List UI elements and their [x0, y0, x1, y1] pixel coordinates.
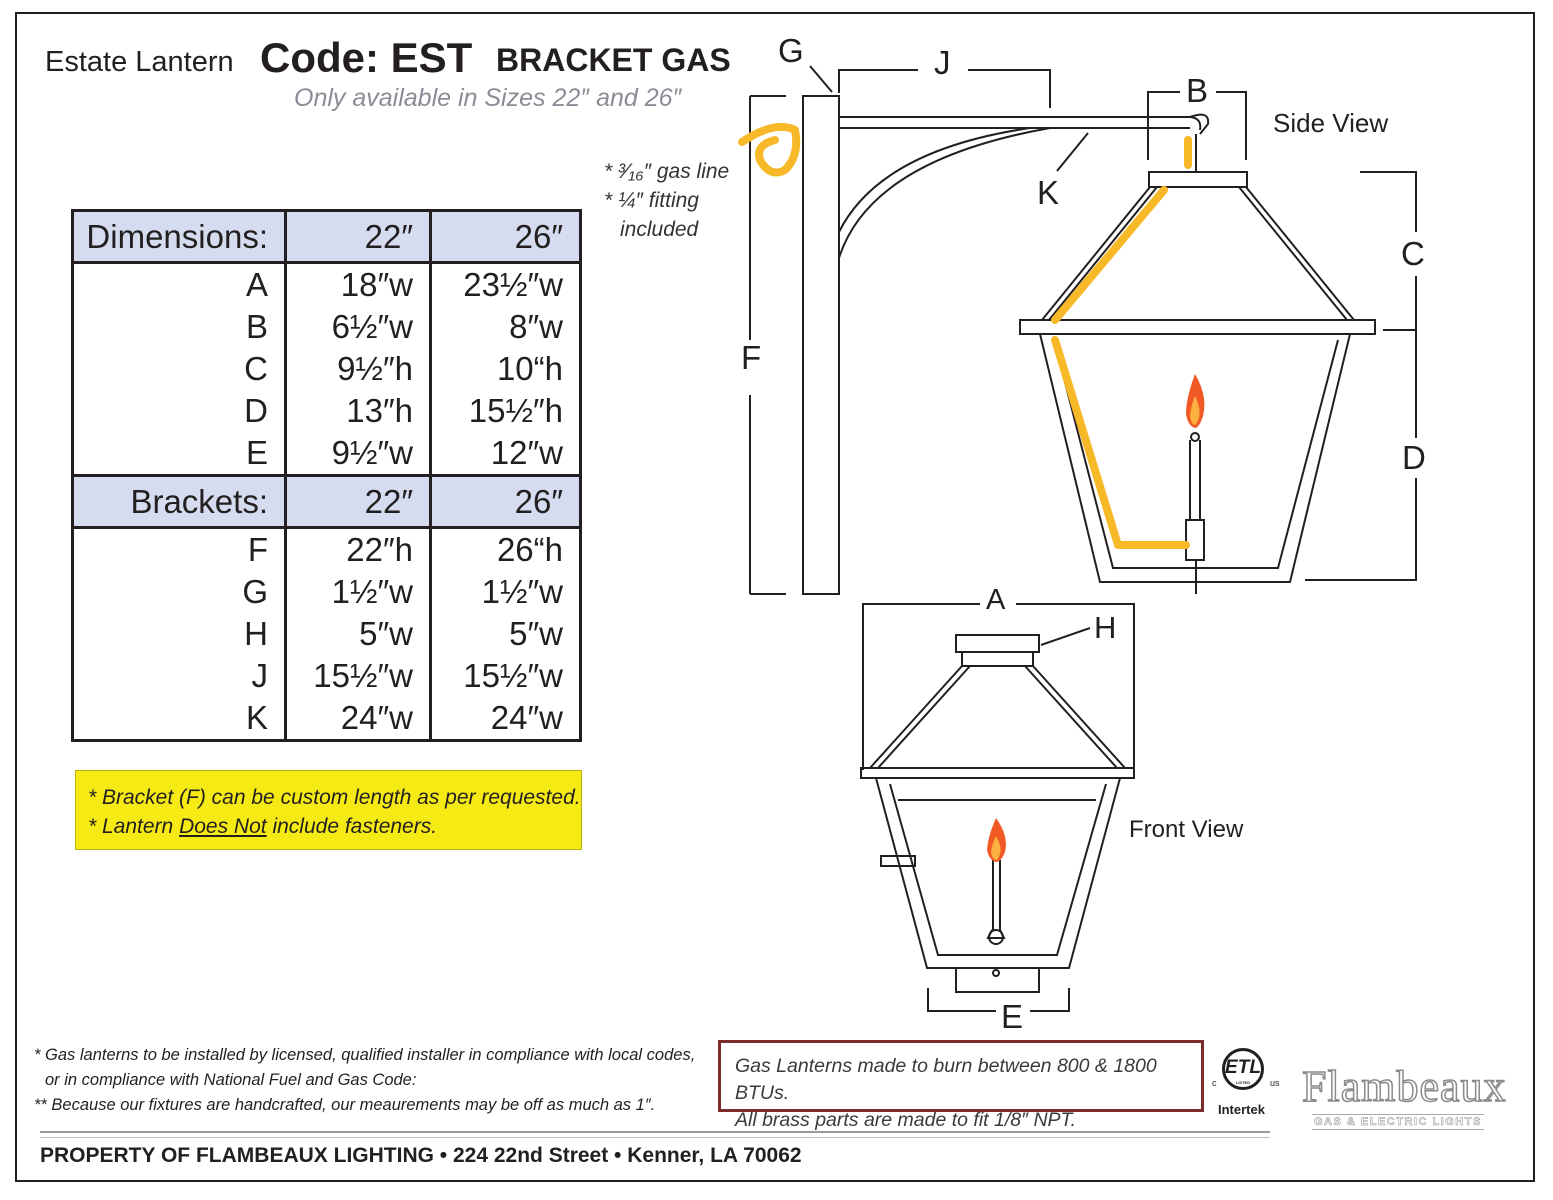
row-key: K: [73, 697, 286, 741]
row-value-26: 15½″h: [468, 392, 563, 429]
btu-note: Gas Lanterns made to burn between 800 & 1800 BTUs.: [735, 1055, 1157, 1104]
lantern-roof: [1042, 187, 1354, 320]
label-b: B: [1186, 72, 1209, 109]
installation-notes: [34, 1043, 695, 1118]
etl-mark-text: ETL: [1225, 1057, 1261, 1078]
label-c: C: [1401, 235, 1425, 272]
brackets-col-26: 26″: [431, 476, 581, 528]
row-value-22: 15½″w: [286, 655, 431, 697]
btu-box: [718, 1040, 1204, 1131]
gas-fitting-size: * ¼″ fitting: [604, 189, 699, 212]
front-view-drawing: [861, 604, 1134, 1011]
front-valve: [993, 970, 999, 976]
bracket-brace: [839, 128, 1050, 258]
etl-circle: [1222, 1048, 1264, 1090]
etl-c: c: [1212, 1078, 1217, 1088]
front-burner: [988, 860, 1004, 938]
row-value-26: 23½″w: [463, 266, 563, 303]
side-view-label: Side View: [1273, 108, 1389, 138]
row-key: B: [73, 306, 286, 348]
row-value-26: 24″w: [490, 699, 563, 736]
dimensions-col-26: 26″: [431, 211, 581, 263]
row-value-26: 12″w: [490, 434, 563, 471]
bracket-note: * Bracket (F) can be custom length as per requested.: [88, 786, 581, 809]
dimensions-title: Dimensions:: [73, 211, 286, 263]
intertek-label: Intertek: [1218, 1102, 1265, 1117]
row-key: J: [73, 655, 286, 697]
install-note: * Gas lanterns to be installed by licensed, qualified installer in compliance with local codes,: [34, 1046, 696, 1064]
gas-fitting-included: included: [620, 218, 699, 241]
row-value-26: 10“h: [496, 350, 563, 387]
gas-line-size: * ³⁄₁₆″ gas line: [604, 160, 730, 183]
brand-name: Flambeaux: [1302, 1062, 1507, 1111]
burner-post: [1186, 440, 1204, 594]
side-flame-icon: [1186, 374, 1204, 428]
product-code: Code: EST: [260, 34, 473, 81]
row-value-22: 5″w: [286, 613, 431, 655]
front-cap: [956, 635, 1039, 652]
row-value-26: 1½″w: [481, 573, 563, 610]
front-body: [876, 778, 1120, 968]
brackets-col-22: 22″: [286, 476, 431, 528]
row-key: G: [73, 571, 286, 613]
lantern-body: [1040, 334, 1350, 582]
front-eave: [861, 768, 1134, 778]
dimensions-col-22: 22″: [286, 211, 431, 263]
dim-cd-lines: [1305, 172, 1416, 580]
lantern-eave: [1020, 320, 1375, 334]
row-value-22: 18″w: [286, 263, 431, 307]
row-value-26: 8″w: [509, 308, 563, 345]
front-cap-base: [962, 652, 1033, 666]
label-e: E: [1001, 998, 1024, 1035]
burner-tip: [1191, 433, 1199, 441]
row-value-22: 9½″h: [286, 348, 431, 390]
row-value-22: 1½″w: [286, 571, 431, 613]
etl-listed-mark: [1212, 1044, 1282, 1122]
gas-line: [742, 127, 1188, 545]
footer-rule: [40, 1131, 1270, 1138]
etl-us: us: [1270, 1078, 1280, 1088]
dim-k-pointer: [1057, 133, 1088, 171]
property-line: PROPERTY OF FLAMBEAUX LIGHTING • 224 22nd Street • Kenner, LA 70062: [40, 1144, 802, 1167]
brackets-title: Brackets:: [73, 476, 286, 528]
row-value-26: 5″w: [509, 615, 563, 652]
row-value-26: 26“h: [496, 531, 563, 568]
bracket-arm: [839, 117, 1200, 130]
row-key: D: [73, 390, 286, 432]
label-d: D: [1402, 439, 1426, 476]
flambeaux-logo: [1302, 1062, 1512, 1138]
row-value-22: 24″w: [286, 697, 431, 741]
fasteners-note-emphasis: Does Not: [179, 815, 267, 838]
side-view-drawing: [750, 66, 1416, 594]
label-f: F: [741, 339, 762, 376]
row-key: C: [73, 348, 286, 390]
row-key: H: [73, 613, 286, 655]
front-roof: [870, 666, 1125, 768]
row-key: E: [73, 432, 286, 476]
etl-listed-text: LISTED: [1235, 1080, 1251, 1085]
row-key: A: [73, 263, 286, 307]
lantern-cap: [1149, 172, 1247, 187]
row-value-26: 15½″w: [463, 657, 563, 694]
npt-note: All brass parts are made to fit 1/8″ NPT.: [735, 1109, 1077, 1131]
label-g: G: [778, 32, 804, 69]
dim-h-pointer: [1041, 628, 1090, 645]
label-h: H: [1094, 610, 1117, 645]
wall-plate: [803, 96, 839, 594]
handcrafted-note: ** Because our fixtures are handcrafted, our meaurements may be off as much as 1″.: [34, 1096, 656, 1114]
brand-subtitle: GAS & ELECTRIC LIGHTS: [1314, 1116, 1482, 1128]
front-flame-icon: [987, 818, 1006, 862]
fasteners-note-post: include fasteners.: [266, 815, 438, 838]
row-value-22: 22″h: [286, 528, 431, 572]
availability-note: Only available in Sizes 22″ and 26″: [294, 84, 682, 112]
row-value-22: 13″h: [286, 390, 431, 432]
gas-line-run: [1055, 140, 1188, 545]
front-view-label: Front View: [1129, 816, 1244, 843]
row-key: F: [73, 528, 286, 572]
label-a: A: [986, 584, 1006, 616]
label-k: K: [1037, 174, 1060, 211]
label-j: J: [934, 44, 951, 81]
dim-g-pointer: [810, 66, 832, 92]
product-type: BRACKET GAS: [496, 42, 731, 78]
install-note-2: or in compliance with National Fuel and Gas Code:: [45, 1071, 417, 1089]
product-name: Estate Lantern: [45, 46, 234, 78]
fasteners-note-pre: * Lantern: [88, 815, 180, 838]
row-value-22: 9½″w: [286, 432, 431, 476]
row-value-22: 6½″w: [286, 306, 431, 348]
